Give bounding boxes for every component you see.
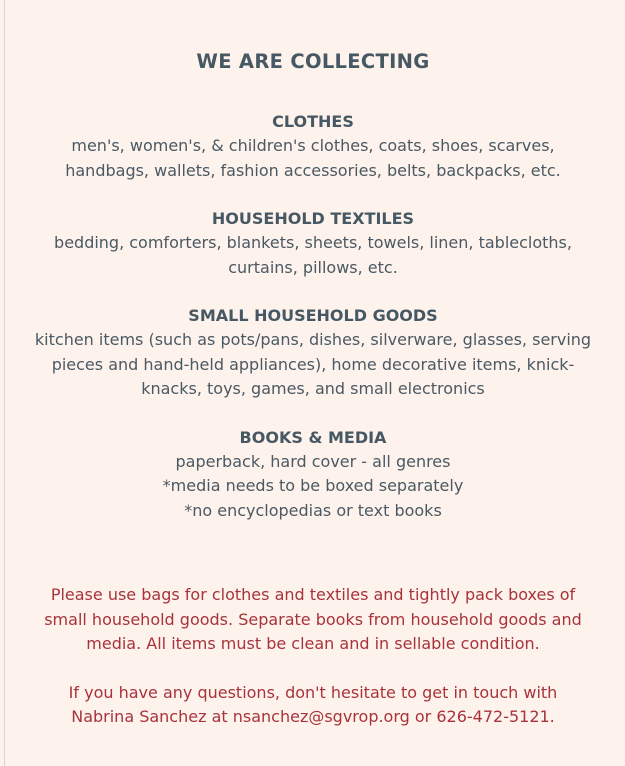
body-line: bedding, comforters, blankets, sheets, towels, linen, tablecloths,	[54, 233, 572, 252]
section-body-books-media	[6, 450, 620, 524]
page-title: WE ARE COLLECTING	[196, 50, 430, 73]
section-books-media	[6, 426, 620, 524]
contact-info	[6, 681, 620, 730]
section-household-textiles	[6, 207, 620, 280]
section-heading-household-textiles: HOUSEHOLD TEXTILES	[211, 209, 415, 228]
left-border-line	[4, 0, 5, 766]
section-heading-small-household-goods: SMALL HOUSEHOLD GOODS	[188, 306, 438, 325]
body-line: kitchen items (such as pots/pans, dishes, silverware, glasses, serving	[34, 330, 592, 349]
section-heading-clothes: CLOTHES	[272, 112, 354, 131]
body-line: knacks, toys, games, and small electronics	[141, 379, 485, 398]
section-heading-books-media: BOOKS & MEDIA	[239, 427, 387, 447]
section-body-household-textiles	[6, 231, 620, 280]
body-line: handbags, wallets, fashion accessories, belts, backpacks, etc.	[65, 160, 561, 180]
section-small-household-goods	[6, 304, 620, 402]
section-clothes	[6, 110, 620, 183]
note-line: small household goods. Separate books from household goods and	[44, 609, 582, 629]
packing-instructions	[6, 583, 620, 657]
body-line: pieces and hand-held appliances), home decorative items, knick-	[51, 354, 575, 374]
note-line: media. All items must be clean and in sellable condition.	[86, 634, 540, 653]
note-line: Please use bags for clothes and textiles and tightly pack boxes of	[50, 585, 576, 604]
body-line: paperback, hard cover - all genres	[175, 451, 451, 471]
note-line: Nabrina Sanchez at nsanchez@sgvrop.org or 626-472-5121.	[71, 707, 555, 726]
section-body-small-household-goods	[6, 328, 620, 402]
body-line: *no encyclopedias or text books	[184, 500, 442, 520]
note-line: If you have any questions, don't hesitate to get in touch with	[68, 682, 558, 702]
body-line: *media needs to be boxed separately	[162, 476, 464, 495]
body-line: curtains, pillows, etc.	[228, 257, 398, 277]
body-line: men's, women's, & children's clothes, coats, shoes, scarves,	[71, 136, 555, 155]
section-body-clothes	[6, 134, 620, 183]
collection-info	[6, 0, 620, 746]
